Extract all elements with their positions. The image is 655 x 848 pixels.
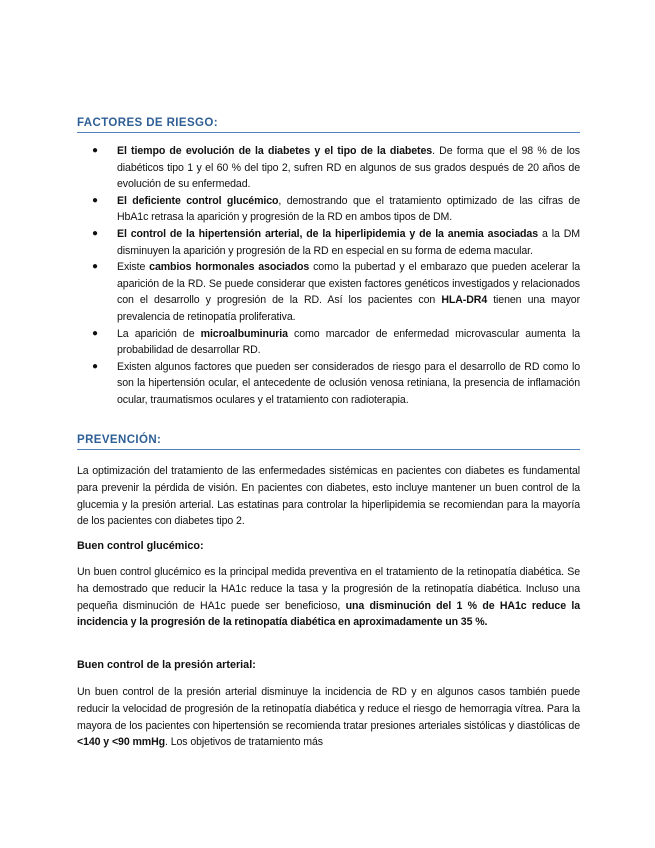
risk-item-text: como la pubertad y el embarazo que pueden acelerar la aparición de la RD. Se puede considerar que existen factores genéticos investigados y relacionados con el desarrollo y progresión de la RD. Así los pacientes con <box>117 261 580 307</box>
risk-item-text: tienen una mayor prevalencia de retinopatía proliferativa. <box>117 294 580 323</box>
pressure-bold-text: <140 y <90 mmHg <box>77 736 166 749</box>
risk-item-bold: El tiempo de evolución de la diabetes y el tipo de la diabetes <box>117 145 433 157</box>
bullet-icon: ● <box>92 360 98 372</box>
risk-item-text: , demostrando que el tratamiento optimizado de las cifras de HbA1c retrasa la aparición y progresión de la RD en ambos tipos de DM. <box>117 194 580 224</box>
pressure-tail-text: . Los objetivos de tratamiento más <box>165 736 323 749</box>
risk-item-text: La aparición de <box>117 327 201 340</box>
risk-item-text: Existe <box>117 261 150 274</box>
list-item <box>92 226 580 259</box>
bullet-icon: ● <box>92 327 98 339</box>
list-item <box>92 359 580 409</box>
bullet-icon: ● <box>92 227 98 239</box>
pressure-subheading: Buen control de la presión arterial: <box>77 659 256 671</box>
list-item <box>92 143 580 193</box>
risk-item-bold: cambios hormonales asociados <box>149 261 310 274</box>
glucose-subheading: Buen control glucémico: <box>77 540 204 552</box>
list-item <box>92 326 580 359</box>
pressure-text: Un buen control de la presión arterial disminuye la incidencia de RD y en algunos casos también puede reducir la velocidad de progresión de la retinopatía diabética y reduce el riesgo de hemorragia vítrea. Para la mayora de los pacientes con hipertensión se recomienda tratar presiones arteriales sistólicas y diastólicas de <box>77 686 580 732</box>
risk-item-bold: microalbuminuria <box>200 327 288 340</box>
risk-item-bold: El deficiente control glucémico <box>117 194 279 207</box>
list-item <box>92 259 580 325</box>
glucose-paragraph <box>77 564 580 631</box>
bullet-icon: ● <box>92 145 98 156</box>
risk-item-text: . De forma que el 98 % de los diabéticos tipo 1 y el 60 % del tipo 2, sufren RD en algunos de sus grados después de 20 años de evolución de su enfermedad. <box>117 145 580 191</box>
risk-item-text: como marcador de enfermedad microvascular aumenta la probabilidad de desarrollar RD. <box>117 327 580 357</box>
prevention-heading: PREVENCIÓN: <box>77 434 580 450</box>
list-item <box>92 193 580 226</box>
risk-item-bold: HLA-DR4 <box>441 294 488 307</box>
risk-factors-heading: FACTORES DE RIESGO: <box>77 117 580 133</box>
bullet-icon: ● <box>92 261 98 273</box>
risk-item-bold: El control de la hipertensión arterial, de la hiperlipidemia y de la anemia asociadas <box>117 227 539 240</box>
risk-factors-list <box>92 143 580 409</box>
glucose-text: Un buen control glucémico es la principal medida preventiva en el tratamiento de la retinopatía diabética. Se ha demostrado que reducir la HA1c reduce la tasa y la progresión de la retinopatía diabética. Incluso una pequeña disminución de HA1c puede ser beneficioso, <box>77 566 580 612</box>
pressure-paragraph <box>77 684 580 751</box>
glucose-bold-text: una disminución del 1 % de HA1c reduce la incidencia y la progresión de la retinopatía diabética en aproximadamente un 35 %. <box>77 599 580 629</box>
risk-item-text: Existen algunos factores que pueden ser considerados de riesgo para el desarrollo de RD como lo son la hipertensión ocular, el antecedente de oclusión venosa retiniana, la presencia de inflamación ocular, traumatismos oculares y el tratamiento con radioterapia. <box>117 360 580 406</box>
risk-item-text: a la DM disminuyen la aparición y progresión de la RD en especial en su forma de edema macular. <box>117 227 580 257</box>
bullet-icon: ● <box>92 194 98 206</box>
prevention-intro: La optimización del tratamiento de las enfermedades sistémicas en pacientes con diabetes es fundamental para prevenir la pérdida de visión. En pacientes con diabetes, esto incluye mantener un buen control de la glucemia y la presión arterial. Las estatinas para controlar la hiperlipidemia se recomiendan para la mayoría de los pacientes con diabetes tipo 2. <box>77 465 580 528</box>
